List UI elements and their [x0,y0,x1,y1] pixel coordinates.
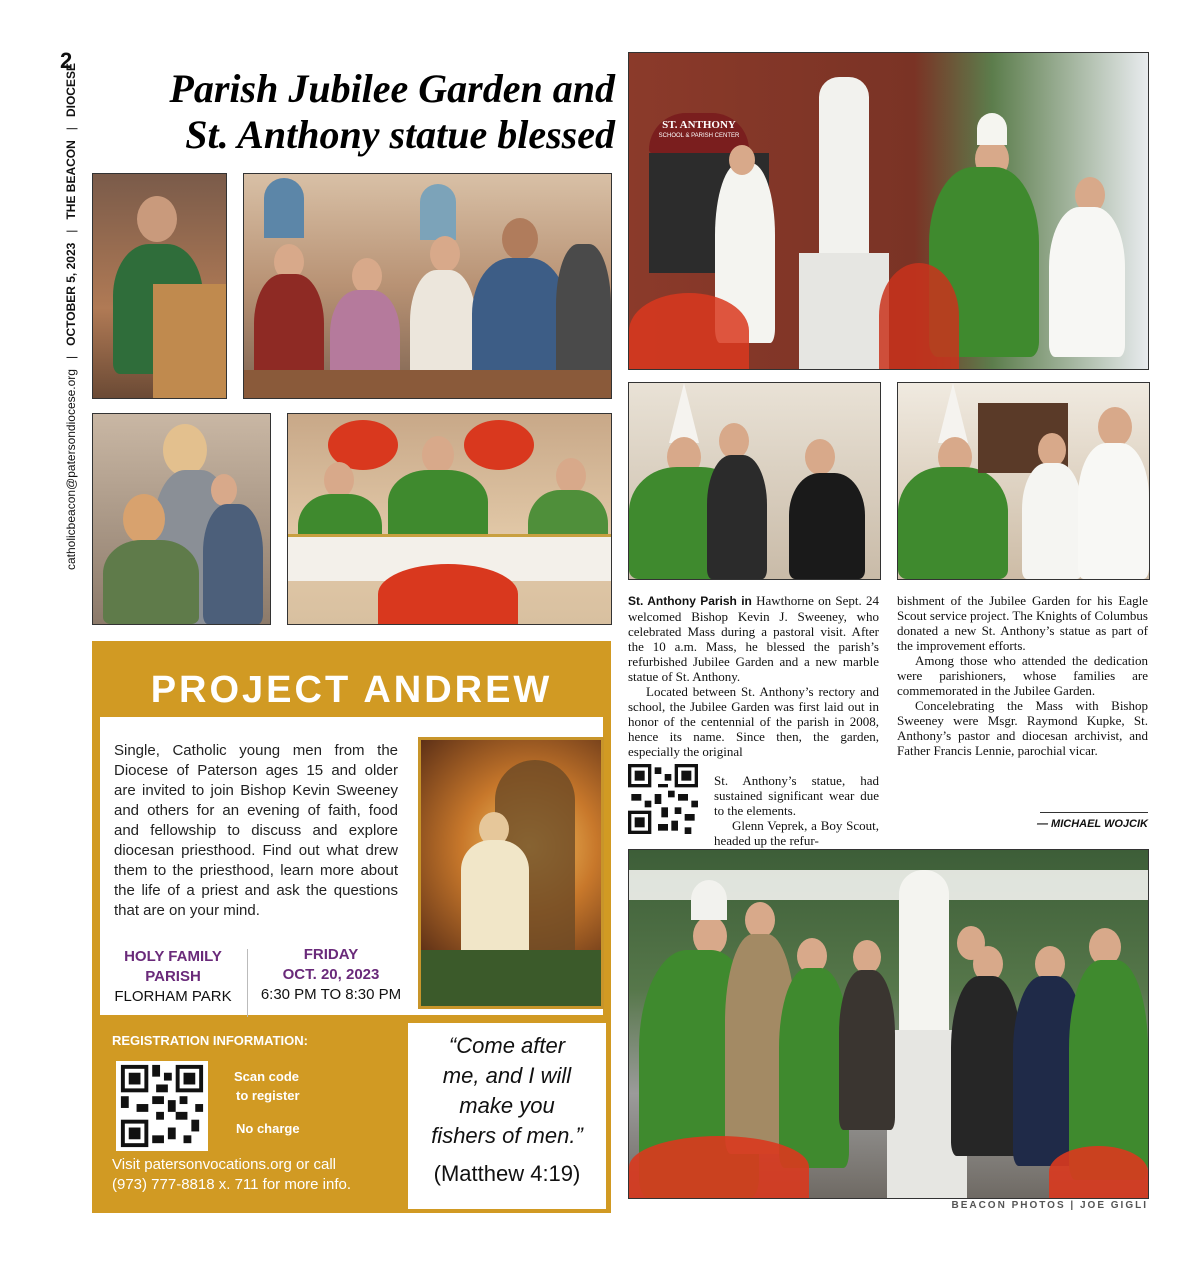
photo-congregation [243,173,612,399]
rail-date: OCTOBER 5, 2023 [64,242,78,346]
project-andrew-ad [92,641,611,1213]
article-paragraph: St. Anthony Parish in Hawthorne on Sept. 24 welcomed Bishop Kevin J. Sweeney, who celebrated Mass during a pastoral visit. After the 10 a.m. Mass, he blessed the parish’s refurbished Jubilee Garden and a new marble statue of St. Anthony. [628,593,879,684]
headline-line-2: St. Anthony statue blessed [185,112,615,157]
scan-code-note [234,1069,300,1103]
photo-offertory-2 [897,382,1150,580]
article-paragraph-wrap: St. Anthony’s statue, had sustained significant wear due to the elements. [714,773,879,818]
scan-code-line-2: to register [236,1088,300,1103]
article-column-1-wrap [714,773,879,848]
rail-sep-3: | [64,127,78,131]
registration-title: REGISTRATION INFORMATION: [112,1033,308,1048]
article-paragraph: Located between St. Anthony’s rectory and school, the Jubilee Garden was first laid out in honor of the centennial of the parish in 2008, hence its name. Since then, the garden, especially the original [628,684,879,759]
no-charge-note: No charge [236,1121,300,1136]
photo-offertory-1 [628,382,881,580]
contact-line-1: Visit patersonvocations.org or call [112,1156,337,1173]
sign-parish-name: ST. ANTHONY [662,119,736,131]
article-lead-in: St. Anthony Parish in [628,594,752,608]
article-paragraph: Concelebrating the Mass with Bishop Sweeney were Msgr. Raymond Kupke, St. Anthony’s pastor and diocesan archivist, and Father Francis Lennie, parochial vicar. [897,698,1148,758]
photo-altar [287,413,612,625]
scripture-quote-box [408,1023,606,1209]
quote-line-3: make you [459,1093,555,1118]
article-column-2 [897,593,1148,758]
byline: — MICHAEL WOJCIK [1036,818,1148,830]
ad-venue-line-2: PARISH [145,968,201,985]
article-column-1 [628,593,879,759]
ad-date: OCT. 20, 2023 [282,966,380,983]
rail-sep-2: | [64,229,78,233]
qr-code-article[interactable] [628,764,698,834]
ad-venue-line-1: HOLY FAMILY [124,948,222,965]
contact-line-2: (973) 777-8818 x. 711 for more info. [112,1176,352,1193]
ad-event-divider [247,949,248,1017]
ad-details-panel [100,717,603,1015]
quote-line-1: “Come after [448,1033,566,1058]
rail-sep-1: | [64,355,78,359]
article-paragraph: Among those who attended the dedication were parishioners, whose families are commemorated in the Jubilee Garden. [897,653,1148,698]
quote-line-4: fishers of men.” [431,1123,583,1148]
sign-parish-sub: SCHOOL & PARISH CENTER [658,133,740,139]
byline-rule [1040,812,1148,813]
scripture-reference: (Matthew 4:19) [433,1161,581,1186]
christ-at-door-painting [418,737,604,1009]
ad-venue [100,947,246,1007]
ad-schedule [250,945,412,1005]
rail-section: DIOCESE [64,63,78,118]
scripture-quote [408,1031,606,1151]
rail-email: catholicbeacon@patersondiocese.org [64,369,78,570]
headline [120,66,615,158]
ad-venue-town: FLORHAM PARK [114,988,232,1005]
photo-statue-blessing [628,52,1149,370]
quote-line-2: me, and I will [442,1063,572,1088]
photo-credit: BEACON PHOTOS | JOE GIGLI [951,1200,1148,1211]
article-paragraph-continued: bishment of the Jubilee Garden for his Eagle Scout service project. The Knights of Columbus donated a new St. Anthony’s statue as part of the improvement efforts. [897,593,1148,653]
ad-body-text: Single, Catholic young men from the Diocese of Paterson ages 15 and older are invited to join Bishop Kevin Sweeney and others for an evening of faith, food and fellowship to discuss and explore diocesan priesthood. Find out what drew them to the priesthood, learn more about the life of a priest and ask the questions that are on your mind. [114,742,398,919]
scan-code-line-1: Scan code [234,1069,300,1084]
qr-code-registration[interactable] [116,1061,208,1151]
photo-praying-girl [92,413,271,625]
photo-priest-lectern [92,173,227,399]
ad-day: FRIDAY [303,946,359,963]
ad-time: 6:30 PM TO 8:30 PM [260,986,402,1003]
rail-publication: THE BEACON [64,140,78,220]
headline-line-1: Parish Jubilee Garden and [169,66,615,111]
article-paragraph: Glenn Veprek, a Boy Scout, headed up the refur- [714,818,879,848]
ad-title: PROJECT ANDREW [150,669,553,711]
page-number: 2 [60,48,73,73]
registration-contact [112,1155,402,1195]
side-rail [64,63,78,570]
photo-group-portrait [628,849,1149,1199]
